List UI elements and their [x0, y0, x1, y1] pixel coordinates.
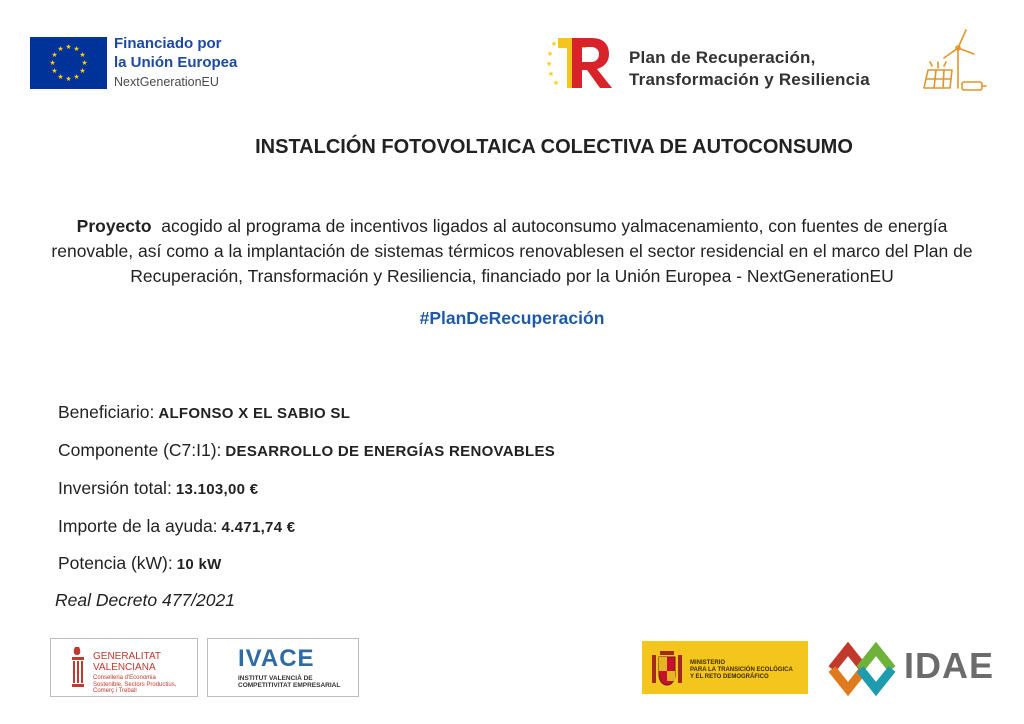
svg-text:★: ★: [546, 60, 553, 68]
project-text: acogido al programa de incentivos ligados al autoconsumo yalmacenamiento, con fuentes de energía renovable, así como a la implantación de sistemas térmicos renovablesen el sector residencial en el marco del Plan de Recuperación, Transformación y Resiliencia, financiado por la Unión Europea - NextGenerationEU: [51, 216, 973, 286]
svg-text:★: ★: [51, 51, 58, 59]
ivace-sub-2: COMPETITIVITAT EMPRESARIAL: [238, 682, 341, 689]
svg-text:★: ★: [546, 50, 554, 58]
svg-text:★: ★: [57, 73, 64, 81]
ministerio-line-3: Y EL RETO DEMOGRÁFICO: [690, 674, 769, 680]
gva-conselleria: [93, 675, 176, 695]
eu-line-1: Financiado por: [114, 35, 222, 52]
ivace-name: IVACE: [238, 645, 315, 672]
spain-coat-of-arms-icon: [650, 647, 684, 689]
gva-sub-2: Sostenible, Sectors Productius,: [93, 681, 177, 688]
svg-text:★: ★: [552, 79, 560, 87]
svg-text:★: ★: [547, 70, 555, 78]
gva-line-1: GENERALITAT: [93, 651, 161, 662]
field-value: 10 kW: [176, 556, 222, 573]
field-value: 4.471,74 €: [221, 519, 296, 536]
ivace-subtitle: [238, 675, 340, 689]
generalitat-valenciana-logo: [50, 638, 198, 697]
ministerio-transicion-ecologica-logo: [642, 641, 808, 694]
gva-line-2: VALENCIANA: [93, 662, 156, 673]
field-label: Potencia (kW):: [58, 553, 173, 573]
field-potencia: [58, 553, 222, 574]
idae-mark-icon: [824, 641, 900, 696]
ministerio-line-2: PARA LA TRANSICIÓN ECOLÓGICA: [690, 667, 793, 673]
ivace-sub-1: INSTITUT VALENCIÀ DE: [238, 675, 313, 682]
field-beneficiario: [58, 402, 350, 423]
plan-line-1: Plan de Recuperación,: [629, 48, 816, 67]
svg-text:★: ★: [79, 51, 86, 59]
eu-line-2: la Unión Europea: [114, 54, 238, 71]
gva-name: [93, 651, 161, 673]
plan-recuperacion-text: [629, 47, 870, 91]
idae-wordmark: IDAE: [904, 645, 995, 686]
field-label: Importe de la ayuda:: [58, 516, 218, 536]
svg-text:★: ★: [65, 43, 72, 51]
field-value: DESARROLLO DE ENERGÍAS RENOVABLES: [225, 443, 556, 460]
svg-text:★: ★: [550, 40, 558, 48]
field-value: ALFONSO X EL SABIO SL: [158, 405, 351, 422]
field-value: 13.103,00 €: [175, 481, 259, 498]
plan-line-2: Transformación y Resiliencia: [629, 70, 870, 89]
project-description: [40, 214, 984, 289]
field-label: Beneficiario:: [58, 402, 155, 422]
field-importe-ayuda: [58, 516, 295, 537]
svg-text:★: ★: [81, 59, 88, 67]
gva-emblem-icon: [69, 645, 89, 689]
ivace-logo: [207, 638, 359, 697]
eu-text: [114, 34, 237, 92]
ministerio-text: [690, 660, 793, 681]
ministerio-line-1: MINISTERIO: [690, 660, 726, 666]
field-label: Componente (C7:I1):: [58, 440, 222, 460]
svg-text:★: ★: [57, 45, 64, 53]
tr-logo-icon: [546, 34, 614, 92]
field-inversion-total: [58, 478, 258, 499]
svg-text:★: ★: [73, 45, 80, 53]
svg-text:★: ★: [49, 59, 56, 67]
hashtag: #PlanDeRecuperación: [419, 308, 605, 328]
project-lead: Proyecto: [76, 216, 152, 236]
svg-text:★: ★: [51, 67, 58, 75]
svg-text:★: ★: [79, 67, 86, 75]
gva-sub-3: Comerç i Treball: [93, 688, 137, 694]
svg-text:★: ★: [73, 73, 80, 81]
main-title: INSTALCIÓN FOTOVOLTAICA COLECTIVA DE AUTOCONSUMO: [255, 136, 853, 158]
gva-sub-1: Conselleria d'Economia: [93, 675, 156, 681]
field-componente: [58, 440, 555, 461]
svg-text:★: ★: [65, 75, 72, 83]
eu-flag-icon: [30, 37, 107, 89]
decree-text: Real Decreto 477/2021: [55, 590, 235, 610]
eu-line-3: NextGenerationEU: [114, 75, 219, 89]
field-label: Inversión total:: [58, 478, 172, 498]
wind-solar-icon: [918, 28, 988, 96]
